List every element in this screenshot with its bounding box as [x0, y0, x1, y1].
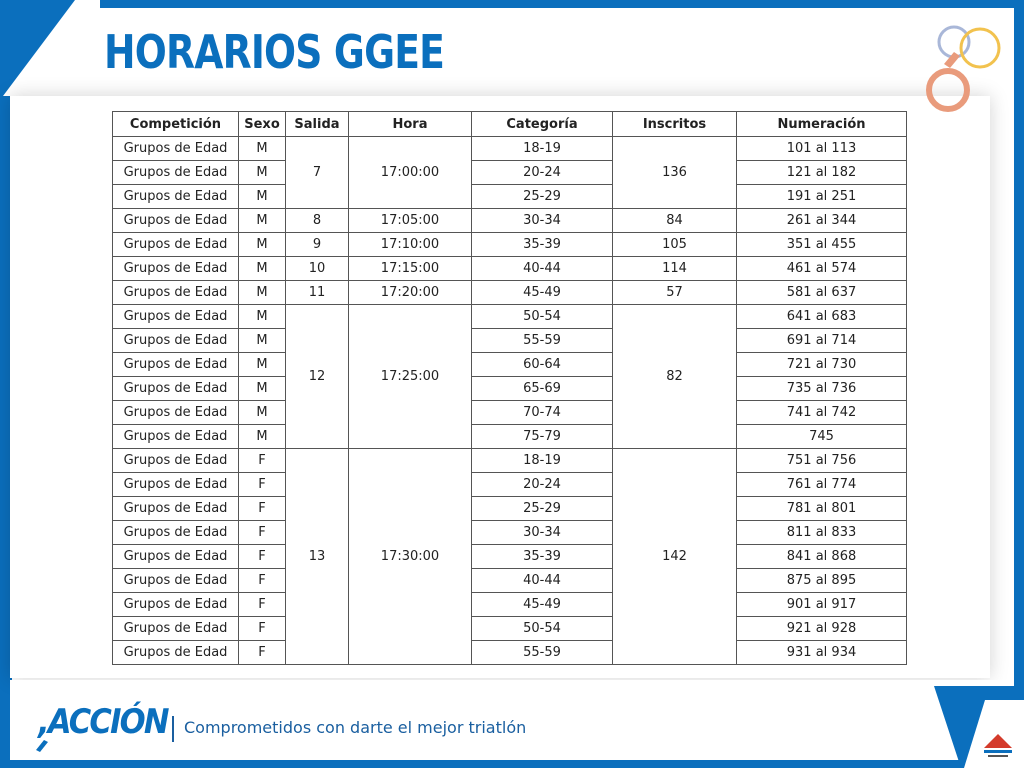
table-row: [113, 377, 907, 401]
cell-sexo: M: [239, 329, 286, 353]
cell-hora: 17:20:00: [349, 281, 472, 305]
cell-competicion: Grupos de Edad: [113, 137, 239, 161]
header-row: [113, 112, 907, 137]
cell-sexo: M: [239, 209, 286, 233]
cell-sexo: F: [239, 569, 286, 593]
cell-competicion: Grupos de Edad: [113, 353, 239, 377]
cell-numeracion: 921 al 928: [737, 617, 907, 641]
table-row: [113, 353, 907, 377]
table-row: [113, 593, 907, 617]
cell-numeracion: 461 al 574: [737, 257, 907, 281]
cell-categoria: 20-24: [472, 161, 613, 185]
cell-numeracion: 721 al 730: [737, 353, 907, 377]
table-row: [113, 449, 907, 473]
cell-salida: 9: [286, 233, 349, 257]
cell-numeracion: 351 al 455: [737, 233, 907, 257]
cell-numeracion: 691 al 714: [737, 329, 907, 353]
cell-sexo: M: [239, 233, 286, 257]
cell-inscritos: 82: [613, 305, 737, 449]
table-row: [113, 641, 907, 665]
cell-sexo: M: [239, 353, 286, 377]
cell-competicion: Grupos de Edad: [113, 209, 239, 233]
cell-inscritos: 114: [613, 257, 737, 281]
cell-numeracion: 841 al 868: [737, 545, 907, 569]
cell-categoria: 70-74: [472, 401, 613, 425]
cell-competicion: Grupos de Edad: [113, 401, 239, 425]
cell-categoria: 45-49: [472, 281, 613, 305]
cell-categoria: 18-19: [472, 449, 613, 473]
cell-sexo: F: [239, 641, 286, 665]
cell-competicion: Grupos de Edad: [113, 425, 239, 449]
cell-sexo: M: [239, 161, 286, 185]
table-row: [113, 425, 907, 449]
cell-numeracion: 781 al 801: [737, 497, 907, 521]
footer-tagline: Comprometidos con darte el mejor triatlón: [184, 718, 527, 737]
cell-numeracion: 101 al 113: [737, 137, 907, 161]
cell-hora: 17:30:00: [349, 449, 472, 665]
table-row: [113, 521, 907, 545]
rings-logo-icon: [920, 14, 1016, 124]
cell-hora: 17:05:00: [349, 209, 472, 233]
cell-numeracion: 745: [737, 425, 907, 449]
cell-numeracion: 875 al 895: [737, 569, 907, 593]
table-row: [113, 257, 907, 281]
cell-numeracion: 261 al 344: [737, 209, 907, 233]
cell-categoria: 65-69: [472, 377, 613, 401]
cell-hora: 17:25:00: [349, 305, 472, 449]
cell-sexo: M: [239, 281, 286, 305]
cell-categoria: 25-29: [472, 185, 613, 209]
cell-salida: 8: [286, 209, 349, 233]
cell-categoria: 55-59: [472, 641, 613, 665]
table-row: [113, 137, 907, 161]
cell-competicion: Grupos de Edad: [113, 617, 239, 641]
cell-sexo: M: [239, 137, 286, 161]
col-header: Competición: [113, 112, 239, 137]
cell-categoria: 40-44: [472, 569, 613, 593]
cell-categoria: 30-34: [472, 209, 613, 233]
cell-categoria: 35-39: [472, 545, 613, 569]
cell-numeracion: 581 al 637: [737, 281, 907, 305]
cell-inscritos: 105: [613, 233, 737, 257]
cell-hora: 17:00:00: [349, 137, 472, 209]
table-row: [113, 281, 907, 305]
cell-numeracion: 735 al 736: [737, 377, 907, 401]
table-row: [113, 185, 907, 209]
cell-competicion: Grupos de Edad: [113, 305, 239, 329]
cell-salida: 12: [286, 305, 349, 449]
col-header: Inscritos: [613, 112, 737, 137]
cell-hora: 17:10:00: [349, 233, 472, 257]
cell-sexo: M: [239, 401, 286, 425]
cell-inscritos: 57: [613, 281, 737, 305]
cell-numeracion: 931 al 934: [737, 641, 907, 665]
cell-competicion: Grupos de Edad: [113, 257, 239, 281]
cell-competicion: Grupos de Edad: [113, 593, 239, 617]
cell-competicion: Grupos de Edad: [113, 473, 239, 497]
cell-sexo: M: [239, 257, 286, 281]
table-row: [113, 497, 907, 521]
cell-numeracion: 901 al 917: [737, 593, 907, 617]
cell-competicion: Grupos de Edad: [113, 329, 239, 353]
schedule-table: [112, 111, 907, 665]
cell-sexo: M: [239, 185, 286, 209]
cell-sexo: F: [239, 449, 286, 473]
col-header: Salida: [286, 112, 349, 137]
cell-competicion: Grupos de Edad: [113, 497, 239, 521]
brand-logo-text: ,ACCIÓN: [38, 702, 168, 742]
cell-competicion: Grupos de Edad: [113, 233, 239, 257]
table-row: [113, 545, 907, 569]
table-row: [113, 401, 907, 425]
cell-categoria: 45-49: [472, 593, 613, 617]
cell-categoria: 20-24: [472, 473, 613, 497]
cell-salida: 10: [286, 257, 349, 281]
table-row: [113, 569, 907, 593]
cell-inscritos: 142: [613, 449, 737, 665]
cell-numeracion: 741 al 742: [737, 401, 907, 425]
cell-competicion: Grupos de Edad: [113, 521, 239, 545]
page-title: HORARIOS GGEE: [104, 25, 445, 79]
table-row: [113, 233, 907, 257]
cell-competicion: Grupos de Edad: [113, 569, 239, 593]
cell-competicion: Grupos de Edad: [113, 545, 239, 569]
cell-categoria: 18-19: [472, 137, 613, 161]
cell-categoria: 50-54: [472, 305, 613, 329]
table-row: [113, 161, 907, 185]
cell-categoria: 40-44: [472, 257, 613, 281]
cell-numeracion: 121 al 182: [737, 161, 907, 185]
cell-competicion: Grupos de Edad: [113, 281, 239, 305]
col-header: Hora: [349, 112, 472, 137]
cell-sexo: F: [239, 521, 286, 545]
table-row: [113, 209, 907, 233]
cell-salida: 11: [286, 281, 349, 305]
cell-categoria: 35-39: [472, 233, 613, 257]
cell-categoria: 55-59: [472, 329, 613, 353]
cell-categoria: 25-29: [472, 497, 613, 521]
cell-sexo: M: [239, 377, 286, 401]
cell-sexo: M: [239, 305, 286, 329]
table-row: [113, 473, 907, 497]
cell-hora: 17:15:00: [349, 257, 472, 281]
cell-categoria: 50-54: [472, 617, 613, 641]
table-row: [113, 617, 907, 641]
cell-competicion: Grupos de Edad: [113, 161, 239, 185]
cell-salida: 7: [286, 137, 349, 209]
cell-numeracion: 191 al 251: [737, 185, 907, 209]
cell-sexo: F: [239, 545, 286, 569]
cell-competicion: Grupos de Edad: [113, 641, 239, 665]
cell-numeracion: 751 al 756: [737, 449, 907, 473]
cell-categoria: 60-64: [472, 353, 613, 377]
cell-categoria: 30-34: [472, 521, 613, 545]
cell-numeracion: 641 al 683: [737, 305, 907, 329]
cell-sexo: F: [239, 617, 286, 641]
table-row: [113, 329, 907, 353]
cell-sexo: M: [239, 425, 286, 449]
cell-categoria: 75-79: [472, 425, 613, 449]
cell-sexo: F: [239, 473, 286, 497]
cell-inscritos: 84: [613, 209, 737, 233]
cell-inscritos: 136: [613, 137, 737, 209]
cell-competicion: Grupos de Edad: [113, 185, 239, 209]
cell-numeracion: 811 al 833: [737, 521, 907, 545]
cell-sexo: F: [239, 593, 286, 617]
triathlon-logo-icon: [980, 728, 1016, 762]
table-row: [113, 305, 907, 329]
col-header: Sexo: [239, 112, 286, 137]
cell-salida: 13: [286, 449, 349, 665]
cell-competicion: Grupos de Edad: [113, 377, 239, 401]
col-header: Categoría: [472, 112, 613, 137]
col-header: Numeración: [737, 112, 907, 137]
cell-competicion: Grupos de Edad: [113, 449, 239, 473]
table-body: [113, 137, 907, 665]
cell-sexo: F: [239, 497, 286, 521]
cell-numeracion: 761 al 774: [737, 473, 907, 497]
